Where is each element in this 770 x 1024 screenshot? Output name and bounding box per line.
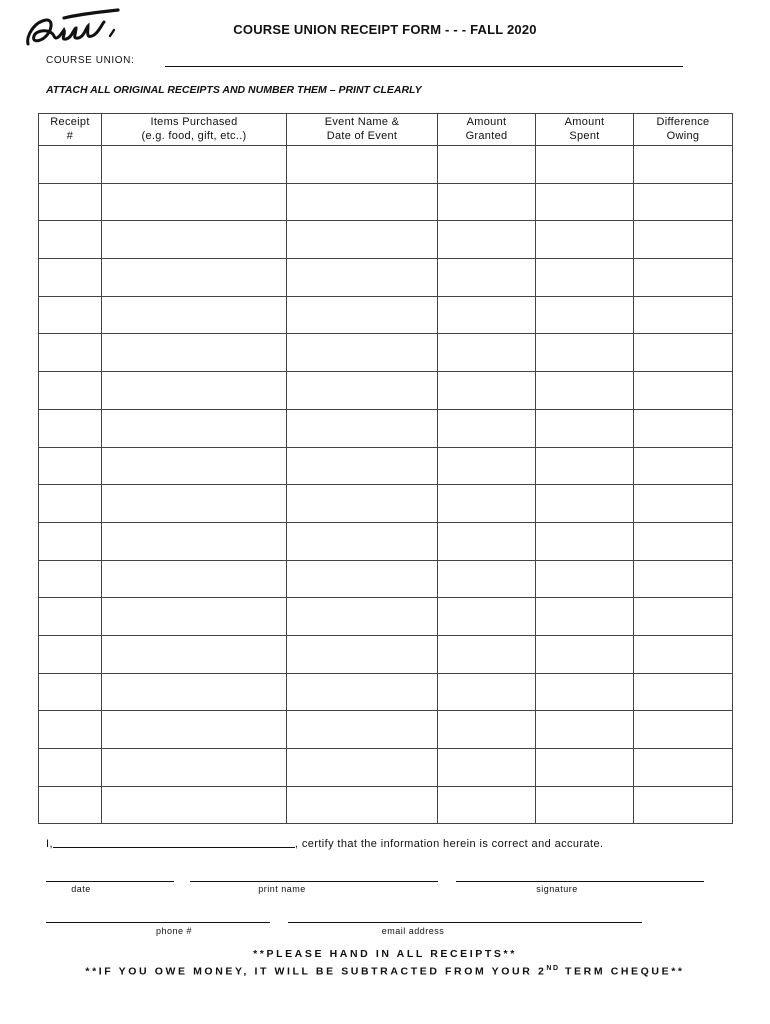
table-row bbox=[39, 485, 733, 523]
items-purchased-cell[interactable] bbox=[102, 183, 287, 221]
phone-field[interactable] bbox=[46, 922, 270, 923]
table-row bbox=[39, 522, 733, 560]
event-name-date-cell[interactable] bbox=[287, 522, 438, 560]
difference-owing-cell[interactable] bbox=[634, 259, 733, 297]
items-purchased-cell[interactable] bbox=[102, 296, 287, 334]
amount-spent-cell[interactable] bbox=[536, 183, 634, 221]
items-purchased-cell[interactable] bbox=[102, 749, 287, 787]
amount-spent-cell[interactable] bbox=[536, 409, 634, 447]
difference-owing-cell[interactable] bbox=[634, 635, 733, 673]
column-header-items: Items Purchased (e.g. food, gift, etc..) bbox=[102, 114, 287, 146]
difference-owing-cell[interactable] bbox=[634, 786, 733, 824]
amount-spent-cell[interactable] bbox=[536, 485, 634, 523]
event-name-date-cell[interactable] bbox=[287, 749, 438, 787]
event-name-date-cell[interactable] bbox=[287, 485, 438, 523]
table-row bbox=[39, 409, 733, 447]
event-name-date-cell[interactable] bbox=[287, 786, 438, 824]
amount-spent-cell[interactable] bbox=[536, 296, 634, 334]
amount-spent-cell[interactable] bbox=[536, 749, 634, 787]
amount-granted-cell[interactable] bbox=[438, 786, 536, 824]
column-header-granted: Amount Granted bbox=[438, 114, 536, 146]
difference-owing-cell[interactable] bbox=[634, 146, 733, 184]
difference-owing-cell[interactable] bbox=[634, 749, 733, 787]
email-field[interactable] bbox=[288, 922, 642, 923]
items-purchased-cell[interactable] bbox=[102, 259, 287, 297]
receipt-number-cell[interactable] bbox=[39, 221, 102, 259]
event-name-date-cell[interactable] bbox=[287, 259, 438, 297]
receipt-number-cell[interactable] bbox=[39, 485, 102, 523]
amount-spent-cell[interactable] bbox=[536, 372, 634, 410]
print-name-label: print name bbox=[258, 884, 306, 894]
amount-spent-cell[interactable] bbox=[536, 635, 634, 673]
amount-spent-cell[interactable] bbox=[536, 711, 634, 749]
certify-prefix: I, bbox=[46, 838, 53, 850]
receipt-number-cell[interactable] bbox=[39, 786, 102, 824]
receipt-number-cell[interactable] bbox=[39, 146, 102, 184]
date-label: date bbox=[71, 884, 91, 894]
table-row bbox=[39, 183, 733, 221]
certify-name-field[interactable] bbox=[53, 847, 295, 848]
difference-owing-cell[interactable] bbox=[634, 447, 733, 485]
course-union-field[interactable] bbox=[165, 66, 683, 67]
items-purchased-cell[interactable] bbox=[102, 673, 287, 711]
receipt-number-cell[interactable] bbox=[39, 673, 102, 711]
difference-owing-cell[interactable] bbox=[634, 711, 733, 749]
receipt-number-cell[interactable] bbox=[39, 711, 102, 749]
items-purchased-cell[interactable] bbox=[102, 409, 287, 447]
amount-spent-cell[interactable] bbox=[536, 560, 634, 598]
column-header-spent: Amount Spent bbox=[536, 114, 634, 146]
amount-granted-cell[interactable] bbox=[438, 673, 536, 711]
signature-label: signature bbox=[536, 884, 578, 894]
print-name-field[interactable] bbox=[190, 881, 438, 882]
table-row bbox=[39, 259, 733, 297]
amount-granted-cell[interactable] bbox=[438, 183, 536, 221]
receipt-number-cell[interactable] bbox=[39, 409, 102, 447]
difference-owing-cell[interactable] bbox=[634, 183, 733, 221]
certification-statement bbox=[46, 838, 603, 850]
items-purchased-cell[interactable] bbox=[102, 522, 287, 560]
event-name-date-cell[interactable] bbox=[287, 447, 438, 485]
event-name-date-cell[interactable] bbox=[287, 711, 438, 749]
amount-granted-cell[interactable] bbox=[438, 409, 536, 447]
event-name-date-cell[interactable] bbox=[287, 598, 438, 636]
amount-granted-cell[interactable] bbox=[438, 635, 536, 673]
event-name-date-cell[interactable] bbox=[287, 221, 438, 259]
amount-granted-cell[interactable] bbox=[438, 296, 536, 334]
items-purchased-cell[interactable] bbox=[102, 598, 287, 636]
table-row bbox=[39, 786, 733, 824]
amount-granted-cell[interactable] bbox=[438, 522, 536, 560]
amount-granted-cell[interactable] bbox=[438, 711, 536, 749]
table-row bbox=[39, 711, 733, 749]
items-purchased-cell[interactable] bbox=[102, 334, 287, 372]
amount-granted-cell[interactable] bbox=[438, 334, 536, 372]
receipt-number-cell[interactable] bbox=[39, 372, 102, 410]
email-label: email address bbox=[381, 926, 445, 936]
items-purchased-cell[interactable] bbox=[102, 146, 287, 184]
table-row bbox=[39, 749, 733, 787]
difference-owing-cell[interactable] bbox=[634, 598, 733, 636]
items-purchased-cell[interactable] bbox=[102, 711, 287, 749]
event-name-date-cell[interactable] bbox=[287, 409, 438, 447]
receipt-number-cell[interactable] bbox=[39, 334, 102, 372]
certify-text: , certify that the information herein is correct and accurate. bbox=[294, 838, 604, 850]
amount-spent-cell[interactable] bbox=[536, 598, 634, 636]
table-row bbox=[39, 560, 733, 598]
event-name-date-cell[interactable] bbox=[287, 635, 438, 673]
amount-granted-cell[interactable] bbox=[438, 749, 536, 787]
amount-spent-cell[interactable] bbox=[536, 259, 634, 297]
notice-hand-in-receipts: **PLEASE HAND IN ALL RECEIPTS** bbox=[253, 948, 517, 960]
difference-owing-cell[interactable] bbox=[634, 409, 733, 447]
notice-owe-money: **IF YOU OWE MONEY, IT WILL BE SUBTRACTED FROM YOUR 2ND TERM CHEQUE** bbox=[85, 965, 685, 978]
date-field[interactable] bbox=[46, 881, 174, 882]
amount-granted-cell[interactable] bbox=[438, 447, 536, 485]
amount-granted-cell[interactable] bbox=[438, 485, 536, 523]
event-name-date-cell[interactable] bbox=[287, 372, 438, 410]
event-name-date-cell[interactable] bbox=[287, 146, 438, 184]
receipt-number-cell[interactable] bbox=[39, 598, 102, 636]
receipt-table-body bbox=[39, 146, 733, 824]
amount-granted-cell[interactable] bbox=[438, 598, 536, 636]
table-row bbox=[39, 146, 733, 184]
instruction-text: ATTACH ALL ORIGINAL RECEIPTS AND NUMBER THEM – PRINT CLEARLY bbox=[46, 84, 422, 96]
amount-granted-cell[interactable] bbox=[438, 560, 536, 598]
receipt-number-cell[interactable] bbox=[39, 447, 102, 485]
receipt-number-cell[interactable] bbox=[39, 560, 102, 598]
receipt-number-cell[interactable] bbox=[39, 259, 102, 297]
difference-owing-cell[interactable] bbox=[634, 334, 733, 372]
receipt-number-cell[interactable] bbox=[39, 183, 102, 221]
amount-spent-cell[interactable] bbox=[536, 334, 634, 372]
difference-owing-cell[interactable] bbox=[634, 485, 733, 523]
difference-owing-cell[interactable] bbox=[634, 221, 733, 259]
difference-owing-cell[interactable] bbox=[634, 372, 733, 410]
amount-granted-cell[interactable] bbox=[438, 259, 536, 297]
difference-owing-cell[interactable] bbox=[634, 560, 733, 598]
amount-spent-cell[interactable] bbox=[536, 786, 634, 824]
items-purchased-cell[interactable] bbox=[102, 485, 287, 523]
amount-granted-cell[interactable] bbox=[438, 146, 536, 184]
amount-granted-cell[interactable] bbox=[438, 221, 536, 259]
receipt-number-cell[interactable] bbox=[39, 749, 102, 787]
table-row bbox=[39, 598, 733, 636]
items-purchased-cell[interactable] bbox=[102, 560, 287, 598]
amount-spent-cell[interactable] bbox=[536, 146, 634, 184]
receipt-table bbox=[38, 113, 733, 824]
table-row bbox=[39, 372, 733, 410]
amount-spent-cell[interactable] bbox=[536, 673, 634, 711]
items-purchased-cell[interactable] bbox=[102, 786, 287, 824]
amount-spent-cell[interactable] bbox=[536, 221, 634, 259]
items-purchased-cell[interactable] bbox=[102, 372, 287, 410]
column-header-owing: Difference Owing bbox=[634, 114, 733, 146]
difference-owing-cell[interactable] bbox=[634, 522, 733, 560]
column-header-event: Event Name & Date of Event bbox=[287, 114, 438, 146]
table-row bbox=[39, 635, 733, 673]
difference-owing-cell[interactable] bbox=[634, 673, 733, 711]
difference-owing-cell[interactable] bbox=[634, 296, 733, 334]
table-row bbox=[39, 221, 733, 259]
receipt-number-cell[interactable] bbox=[39, 522, 102, 560]
items-purchased-cell[interactable] bbox=[102, 635, 287, 673]
amount-spent-cell[interactable] bbox=[536, 447, 634, 485]
event-name-date-cell[interactable] bbox=[287, 334, 438, 372]
signature-field[interactable] bbox=[456, 881, 704, 882]
table-row bbox=[39, 673, 733, 711]
event-name-date-cell[interactable] bbox=[287, 296, 438, 334]
table-header-row bbox=[39, 114, 733, 146]
items-purchased-cell[interactable] bbox=[102, 447, 287, 485]
event-name-date-cell[interactable] bbox=[287, 673, 438, 711]
form-title: COURSE UNION RECEIPT FORM - - - FALL 2020 bbox=[233, 22, 537, 37]
table-row bbox=[39, 447, 733, 485]
receipt-number-cell[interactable] bbox=[39, 635, 102, 673]
course-union-label: COURSE UNION: bbox=[46, 55, 135, 66]
column-header-receipt: Receipt # bbox=[39, 114, 102, 146]
phone-label: phone # bbox=[155, 926, 193, 936]
table-row bbox=[39, 296, 733, 334]
event-name-date-cell[interactable] bbox=[287, 183, 438, 221]
amount-spent-cell[interactable] bbox=[536, 522, 634, 560]
amount-granted-cell[interactable] bbox=[438, 372, 536, 410]
receipt-number-cell[interactable] bbox=[39, 296, 102, 334]
items-purchased-cell[interactable] bbox=[102, 221, 287, 259]
event-name-date-cell[interactable] bbox=[287, 560, 438, 598]
table-row bbox=[39, 334, 733, 372]
